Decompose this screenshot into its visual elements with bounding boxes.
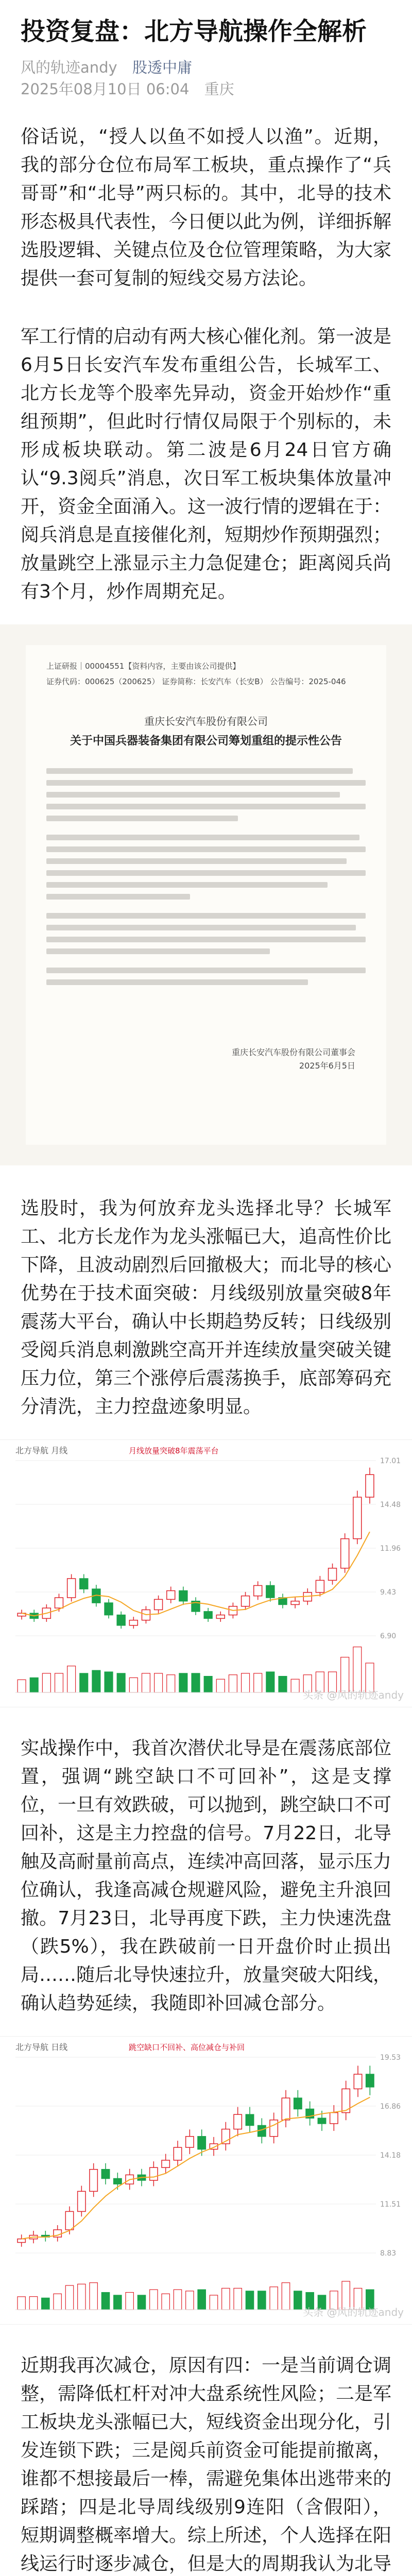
volume-bar	[101, 2293, 109, 2310]
candle-body	[105, 1603, 113, 1615]
paragraph-catalyst: 军工行情的启动有两大核心催化剂。第一波是6月5日长安汽车发布重组公告，长城军工、北方长龙等个股率先异动，资金开始炒作“重组预期”，但此时行情仅局限于个别标的，未形成板块联动。第二波是6月24日官方确认“9.3阅兵”消息，次日军工板块集体放量冲开，资金全面涌入。这一波行情的逻辑在于：阅兵消息是直接催化剂，短期炒作预期强烈；放量跳空上涨显示主力急促建仓；距离阅兵尚有3个月，炒作周期充足。	[21, 326, 392, 602]
volume-bar	[142, 1673, 150, 1692]
volume-bar	[65, 2285, 73, 2310]
candle-body	[162, 2160, 169, 2167]
volume-bar	[279, 1676, 287, 1692]
y-tick-label: 19.53	[380, 2054, 401, 2062]
doc-signature	[232, 1046, 355, 1073]
chart-note: 跳空缺口不回补、高位减仓与补回	[129, 2043, 245, 2052]
volume-bar	[242, 1673, 250, 1692]
doc-sign-date: 2025年6月5日	[299, 1061, 355, 1071]
candle-body	[65, 2211, 73, 2230]
paragraph-intro: 俗话说，“授人以鱼不如授人以渔”。近期，我的部分仓位布局军工板块，重点操作了“兵哥哥”和“北导”两只标的。其中，北导的技术形态极具代表性，今日便以此为例，详细拆解选股逻辑、关键点位及仓位管理策略，为大家提供一套可复制的短线交易方法论。	[21, 126, 392, 289]
volume-bar	[114, 2295, 122, 2310]
candle-body	[318, 2118, 325, 2124]
candle-body	[150, 2167, 158, 2180]
doc-body-lines	[46, 768, 366, 985]
doc-title: 关于中国兵器装备集团有限公司筹划重组的提示性公告	[70, 735, 342, 748]
volume-bar	[174, 2290, 181, 2310]
volume-bar	[229, 1675, 237, 1692]
candle-body	[270, 2120, 278, 2137]
article-header	[0, 0, 412, 100]
volume-bar	[18, 2297, 25, 2310]
candle-body	[67, 1579, 76, 1598]
paragraph-operation: 实战操作中，我首次潜伏北导是在震荡底部位置，强调“跳空缺口不可回补”，这是支撑位，一旦有效跌破，可以抛到，跳空缺口不可回补，这是主力控盘的信号。7月22日，北导触及高耐量前高点，连续冲高回落，显示压力位确认，我逢高减仓规避风险，避免主升浪回撤。7月23日，北导再度下跌，主力快速洗盘（跌5%），我在跌破前一日开盘价时止损出局……随后北导快速拉升，放量突破大阳线，确认趋势延续，我随即补回减仓部分。	[21, 1738, 392, 2014]
candle-body	[341, 1539, 349, 1568]
candle-body	[55, 1598, 63, 1608]
volume-bar	[270, 2287, 278, 2310]
volume-bar	[138, 2295, 145, 2310]
volume-bar	[204, 1676, 212, 1692]
candle-body	[234, 2114, 242, 2129]
candle-body	[329, 1568, 337, 1581]
volume-bar	[198, 2290, 205, 2310]
candle-body	[282, 2098, 289, 2120]
candle-body	[78, 2191, 85, 2211]
candle-body	[316, 1580, 324, 1592]
volume-bar	[353, 1647, 362, 1692]
candle-body	[294, 2098, 302, 2109]
candle-body	[330, 2113, 338, 2124]
volume-bar	[78, 2284, 85, 2310]
candle-body	[174, 2147, 181, 2160]
volume-bar	[129, 1677, 138, 1692]
volume-bar	[55, 1673, 63, 1692]
volume-bar	[266, 1672, 274, 1692]
volume-bar	[80, 1673, 88, 1692]
volume-bar	[42, 1673, 50, 1692]
candle-body	[353, 1497, 362, 1539]
y-tick-label: 17.01	[380, 1457, 401, 1465]
chart-watermark: 头条 @风的轨迹andy	[303, 2306, 404, 2318]
article-meta	[21, 57, 391, 100]
announcement-paper	[26, 645, 386, 1145]
volume-bar	[105, 1672, 113, 1692]
y-tick-label: 8.83	[380, 2249, 397, 2258]
volume-bar	[254, 1673, 262, 1692]
doc-ref-right: 证券代码：000625（200625） 证券简称：长安汽车（长安B） 公告编号：2025-046	[46, 677, 346, 686]
y-tick-label: 9.43	[380, 1588, 397, 1597]
volume-bar	[117, 1673, 125, 1692]
chart-title: 北方导航 日线	[15, 2042, 68, 2052]
y-tick-label: 16.86	[380, 2103, 401, 2111]
y-tick-label: 6.90	[380, 1632, 397, 1640]
candle-body	[354, 2074, 362, 2089]
volume-bar	[282, 2283, 289, 2310]
candle-body	[366, 2074, 374, 2087]
candle-body	[154, 1599, 163, 1609]
volume-bar	[126, 2293, 133, 2310]
volume-bar	[150, 2290, 158, 2310]
daily-chart-svg	[0, 2037, 412, 2325]
volume-bar	[258, 2291, 266, 2310]
candle-body	[186, 2137, 194, 2147]
candle-body	[242, 1596, 250, 1606]
candle-body	[129, 1620, 138, 1625]
volume-bar	[30, 1677, 38, 1692]
volume-bar	[294, 2291, 302, 2310]
volume-bar	[246, 2291, 253, 2310]
volume-bar	[18, 1680, 26, 1692]
candle-body	[101, 2170, 109, 2179]
candle-body	[204, 1612, 212, 1618]
volume-bar	[222, 2288, 230, 2310]
candle-body	[114, 2179, 122, 2184]
volume-bar	[291, 1679, 299, 1692]
y-tick-label: 11.96	[380, 1545, 401, 1553]
candle-body	[117, 1615, 125, 1625]
volume-bar	[162, 2294, 169, 2310]
paragraph-stock-selection: 选股时，我为何放弃龙头选择北导？长城军工、北方长龙作为龙头涨幅已大，追高性价比下降，且波动剧烈后回撤极大；而北导的核心优势在于技术面突破：月线级别放量突破8年震荡大平台，确认中长期趋势反转；日线级别受阅兵消息刺激跳空高开并连续放量突破关键压力位，第三个涨停后震荡换手，底部筹码充分清洗，主力控盘迹象明显。	[21, 1198, 392, 1417]
chart-watermark: 头条 @风的轨迹andy	[303, 1689, 404, 1701]
candle-body	[198, 2137, 205, 2149]
candle-body	[179, 1591, 187, 1601]
doc-org: 重庆长安汽车股份有限公司	[144, 715, 268, 727]
candle-body	[366, 1475, 374, 1497]
volume-bar	[216, 1679, 225, 1692]
candle-body	[80, 1579, 88, 1589]
volume-bar	[210, 2295, 217, 2310]
candle-body	[291, 1601, 299, 1605]
chart-title: 北方导航 月线	[15, 1446, 68, 1455]
volume-bar	[29, 2297, 37, 2310]
candle-body	[18, 2239, 25, 2243]
monthly-chart	[0, 1439, 412, 1707]
chart-note: 月线放量突破8年震荡平台	[129, 1446, 219, 1455]
volume-bar	[167, 1675, 175, 1692]
volume-bar	[92, 1670, 100, 1692]
volume-bar	[67, 1666, 76, 1692]
y-tick-label: 14.48	[380, 1501, 401, 1509]
article-title: 投资复盘：北方导航操作全解析	[21, 17, 367, 46]
volume-bar	[42, 2298, 49, 2310]
account-name[interactable]: 股透中庸	[132, 59, 192, 76]
candle-body	[266, 1585, 274, 1598]
monthly-chart-svg	[0, 1440, 412, 1707]
announcement-image	[0, 624, 412, 1165]
candle-body	[246, 2114, 253, 2125]
candle-body	[90, 2170, 97, 2192]
volume-bar	[54, 2294, 61, 2310]
paragraph-reduce: 近期我再次减仓，原因有四：一是当前调仓调整，需降低杠杆对冲大盘系统性风险；二是军工板块龙头涨幅已大，短线资金出现分化，引发连锁下跌；三是阅兵前资金可能提前撤离，谁都不想接最后一棒，需避免集体出逃带来的踩踏；四是北导周线级别9连阳（含假阳），短期调整概率增大。综上所述，个人选择在阳线运行时逐步减仓，但是大的周期我认为北导	[21, 2355, 392, 2574]
candle-body	[254, 1585, 262, 1596]
volume-bar	[179, 1673, 187, 1692]
publish-location: 重庆	[204, 80, 234, 98]
author-name[interactable]: 风的轨迹andy	[21, 59, 117, 76]
candle-body	[167, 1591, 175, 1600]
doc-ref-left: 上证研报｜00004551【资料内容，主要由该公司提供】	[46, 662, 241, 671]
volume-bar	[154, 1673, 163, 1692]
volume-bar	[90, 2283, 97, 2310]
publish-datetime: 2025年08月10日 06:04	[21, 80, 190, 98]
candle-body	[216, 1615, 225, 1619]
daily-chart	[0, 2036, 412, 2325]
y-tick-label: 11.51	[380, 2200, 401, 2209]
volume-bar	[234, 2288, 242, 2310]
volume-bar	[192, 1673, 200, 1692]
doc-sign-name: 重庆长安汽车股份有限公司董事会	[231, 1047, 355, 1057]
y-tick-label: 14.18	[380, 2151, 401, 2160]
volume-bar	[186, 2291, 194, 2310]
